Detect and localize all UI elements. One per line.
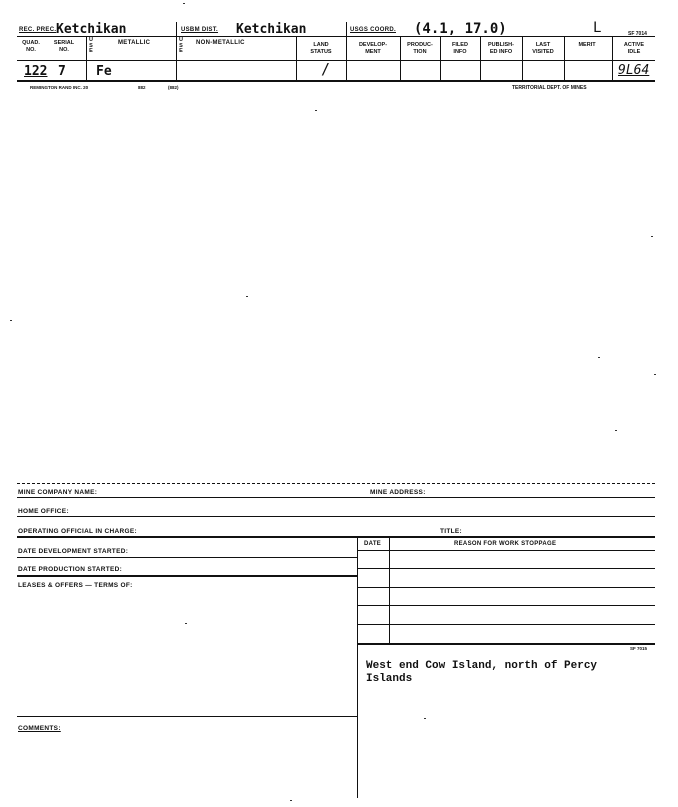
rec-prec-value: Ketchikan — [56, 22, 127, 37]
row-quad: 122 — [24, 64, 48, 79]
col-active-idle: ACTIVE IDLE — [623, 42, 645, 55]
col-metallic: METALLIC — [118, 40, 151, 46]
row-serial: 7 — [58, 64, 66, 79]
operating-official-label: OPERATING OFFICIAL IN CHARGE: — [18, 528, 137, 535]
territorial-dept: TERRITORIAL DEPT. OF MINES — [512, 85, 587, 91]
col-use-metallic: U S E — [89, 37, 93, 54]
date-col-header: DATE — [364, 541, 382, 547]
rec-prec-label: REC. PREC. — [19, 27, 57, 33]
leases-offers-label: LEASES & OFFERS — TERMS OF: — [18, 582, 133, 589]
col-filed-info: FILED INFO — [452, 42, 468, 55]
col-production: PRODUC- TION — [407, 42, 433, 55]
date-development-started-label: DATE DEVELOPMENT STARTED: — [18, 548, 129, 555]
home-office-label: HOME OFFICE: — [18, 508, 69, 515]
reason-col-header: REASON FOR WORK STOPPAGE — [454, 541, 557, 547]
usbm-dist-label: USBM DIST. — [181, 27, 219, 33]
corner-mark: L — [593, 20, 602, 36]
col-development: DEVELOP- MENT — [358, 42, 388, 55]
card-edge-rule — [17, 483, 655, 484]
mine-address-label: MINE ADDRESS: — [370, 489, 426, 496]
title-label: TITLE: — [440, 528, 463, 535]
form-code: 882 — [138, 85, 146, 90]
form-code-2: (882) — [168, 85, 179, 90]
usbm-dist-value: Ketchikan — [236, 22, 307, 37]
col-use-nonmetallic: U S E — [179, 37, 183, 54]
col-published-info: PUBLISH- ED INFO — [488, 42, 514, 55]
form-number-bottom: SF 7015 — [630, 646, 648, 651]
comments-label: COMMENTS: — [18, 725, 61, 732]
col-last-visited: LAST VISITED — [532, 42, 554, 55]
mine-company-name-label: MINE COMPANY NAME: — [18, 489, 98, 496]
location-note: West end Cow Island, north of Percy Islands — [366, 660, 598, 685]
col-non-metallic: NON-METALLIC — [196, 40, 245, 46]
printer-imprint: REMINGTON RAND INC. 20 — [30, 85, 89, 90]
usgs-coord-value: (4.1, 17.0) — [414, 21, 507, 37]
row-active-idle: 9L64 — [618, 63, 650, 78]
date-production-started-label: DATE PRODUCTION STARTED: — [18, 566, 123, 573]
col-land-status: LAND STATUS — [310, 42, 332, 55]
row-land-status: / — [321, 60, 331, 78]
col-merit: MERIT — [578, 42, 596, 48]
header-rule — [17, 60, 655, 61]
form-number-top: SF 7014 — [628, 31, 647, 37]
usgs-coord-label: USGS COORD. — [350, 27, 396, 33]
row-metallic: Fe — [96, 64, 112, 79]
col-quad-no: QUAD. NO. — [22, 40, 40, 53]
bottom-rule — [17, 80, 655, 82]
col-serial-no: SERIAL NO. — [53, 40, 75, 53]
